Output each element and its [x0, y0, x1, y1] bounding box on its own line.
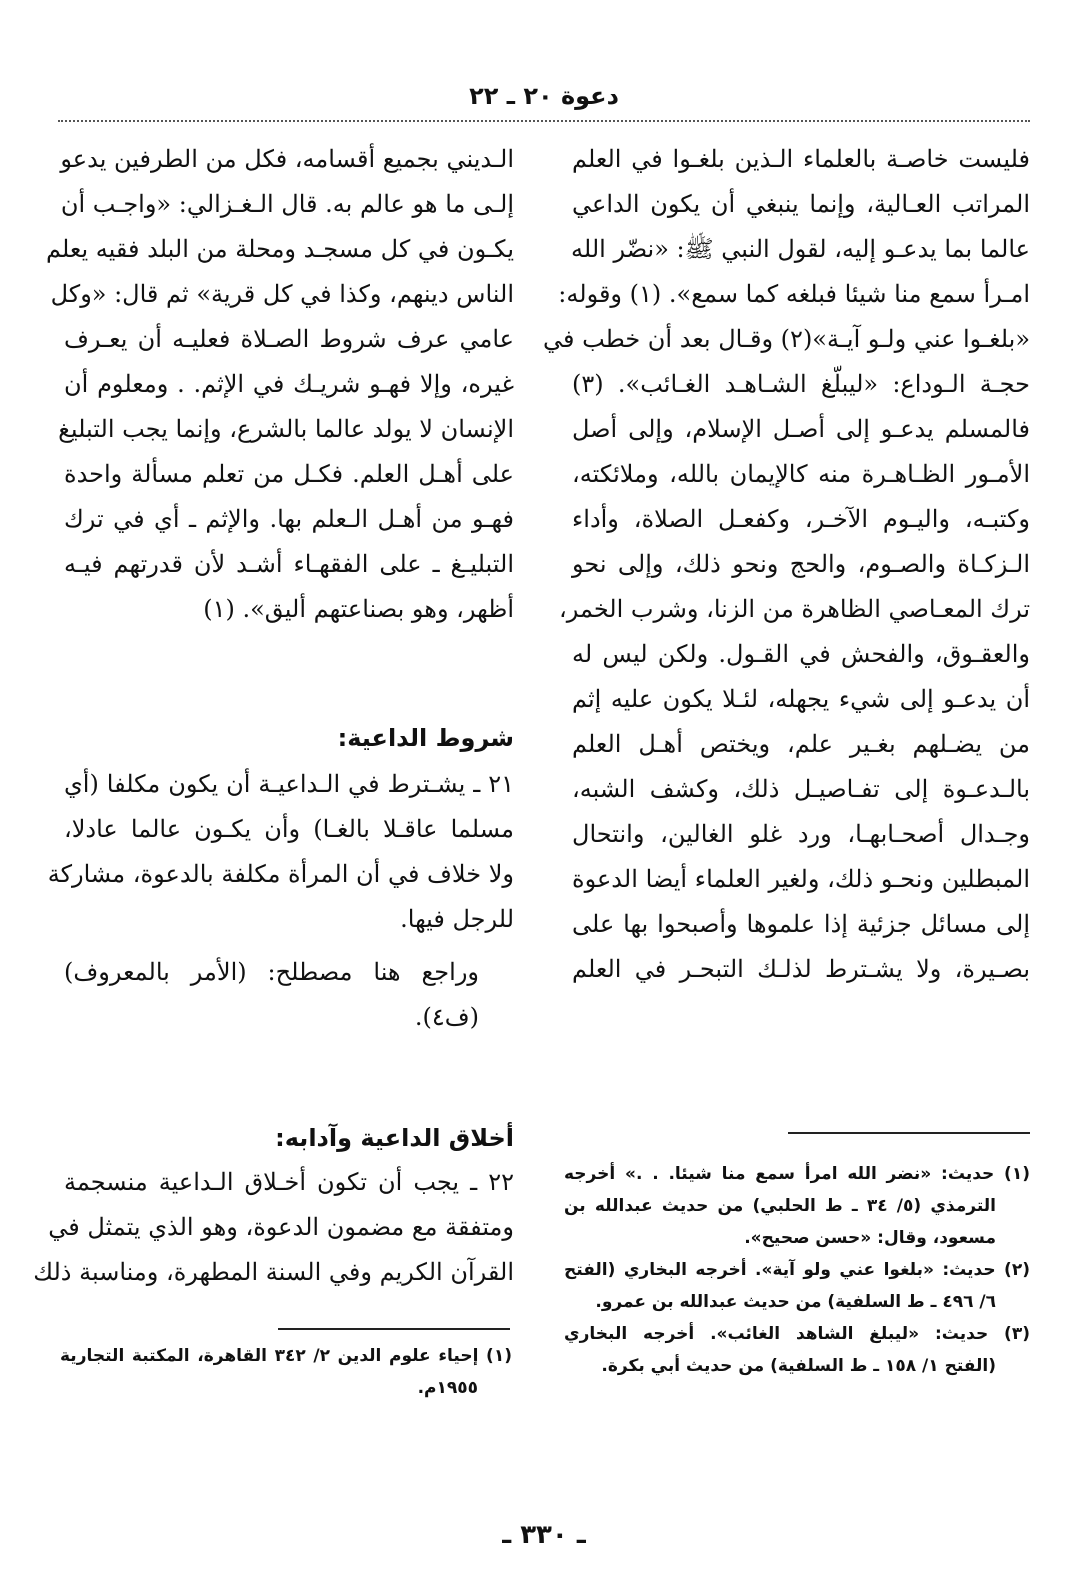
- text-line: ٦/ ٤٩٦ ـ ط السلفية) من حديث عبدالله بن عمرو.: [595, 1292, 996, 1312]
- text-line: مسعود، وقال: «حسن صحيح».: [744, 1228, 996, 1248]
- text-line: التبليـغ ـ على الفقهـاء أشـد لأن قدرتهم فيـه: [64, 550, 514, 578]
- text-line: (ف٤).: [414, 1003, 479, 1031]
- text-line: الـزكـاة والصـوم، والحج ونحو ذلك، وإلى نحو: [572, 550, 1030, 578]
- page-number: ـ ٣٣٠ ـ: [502, 1520, 586, 1550]
- right-footnotes: [564, 1158, 1030, 1382]
- text-line: ١٩٥٥م.: [417, 1378, 478, 1398]
- text-line: على أهـل العلم. فكـل من تعلم مسألة واحدة: [64, 460, 514, 488]
- text-line: (١) إحياء علوم الدين ٢/ ٣٤٢ القاهرة، المكتبة التجارية: [60, 1346, 512, 1366]
- text-line: أظهر، وهو بصناعتهم أليق». (١): [203, 595, 514, 623]
- text-line: فليست خاصـة بالعلماء الـذين بلغـوا في العلم: [572, 145, 1030, 173]
- text-line: (١) حديث: «نضر الله امرأ سمع منا شيئا. . .» أخرجه: [564, 1164, 1030, 1184]
- text-line: المبطلين ونحـو ذلك، ولغير العلماء أيضا الدعوة: [572, 865, 1030, 893]
- text-line: عامي عرف شروط الصـلاة فعليـه أن يعـرف: [64, 325, 514, 353]
- right-footnote-rule: [788, 1132, 1030, 1134]
- text-line: (الفتح ١/ ١٥٨ ـ ط السلفية) من حديث أبي بكرة.: [601, 1356, 996, 1376]
- text-line: ترك المعـاصي الظاهرة من الزنا، وشرب الخمر،: [558, 595, 1030, 623]
- text-line: وراجع هنا مصطلح: (الأمر بالمعروف): [64, 958, 479, 986]
- text-line: «بلغـوا عني ولـو آيـة»(٢) وقـال بعد أن خطب في: [542, 325, 1030, 353]
- running-header: دعوة ٢٠ ـ ٢٢: [469, 82, 619, 110]
- text-line: عالما بما يدعـو إليه، لقول النبي ﷺ: «نضّر الله: [571, 235, 1030, 263]
- left-paragraph-1: [45, 137, 514, 632]
- text-line: الترمذي (٥/ ٣٤ ـ ط الحلبي) من حديث عبدالله بن: [564, 1196, 996, 1216]
- text-line: والعقـوق، والفحش في القـول. ولكن ليس له: [572, 640, 1030, 668]
- left-footnote-rule: [278, 1328, 510, 1330]
- text-line: مسلما عاقـلا بالغـا) وأن يكـون عالما عادلا،: [64, 815, 514, 843]
- text-line: ٢٢ ـ يجب أن تكون أخـلاق الـداعية منسجمة: [64, 1168, 514, 1196]
- text-line: حجـة الـوداع: «ليبلّغ الشـاهـد الغـائب». (٣): [572, 370, 1030, 398]
- header-dotted-rule: [58, 120, 1030, 122]
- text-line: غيره، وإلا فهـو شريـك في الإثم. . ومعلوم أن: [64, 370, 514, 398]
- text-line: بالـدعـوة إلى تفـاصيـل ذلك، وكشف الشبه،: [572, 775, 1030, 803]
- text-line: ولا خلاف في أن المرأة مكلفة بالدعوة، مشاركة: [47, 860, 514, 888]
- text-line: وكتبـه، واليـوم الآخـر، وكفعـل الصلاة، وأداء: [572, 505, 1030, 533]
- text-line: الناس دينهم، وكذا في كل قرية» ثم قال: «وكل: [50, 280, 514, 308]
- left-paragraph-4: [33, 1160, 514, 1295]
- text-line: بصـيرة، ولا يشـترط لذلـك التبحـر في العلم: [572, 955, 1030, 983]
- section-heading-ethics: أخلاق الداعية وآدابه:: [275, 1124, 514, 1152]
- text-line: الـديني بجميع أقسامه، فكل من الطرفين يدعو: [60, 145, 514, 173]
- left-footnotes: [60, 1340, 512, 1404]
- text-line: من يضـلهم بغـير علم، ويختص أهـل العلم: [572, 730, 1030, 758]
- text-line: (٣) حديث: «ليبلغ الشاهد الغائب». أخرجه البخاري: [564, 1324, 1030, 1344]
- text-line: الأمـور الظـاهـرة منه كالإيمان بالله، وملائكته،: [572, 460, 1030, 488]
- text-line: ومتفقة مع مضمون الدعوة، وهو الذي يتمثل في: [48, 1213, 514, 1241]
- text-line: ٢١ ـ يشـترط في الـداعيـة أن يكون مكلفا (أي: [64, 770, 514, 798]
- text-line: فالمسلم يدعـو إلى أصـل الإسلام، وإلى أصل: [572, 415, 1030, 443]
- text-line: المراتب العـالية، وإنما ينبغي أن يكون الداعي: [572, 190, 1030, 218]
- text-line: إلـى ما هو عالم به. قال الـغـزالي: «واجـب أن: [60, 190, 514, 218]
- text-line: إلى مسائل جزئية إذا علموها وأصبحوا بها على: [572, 910, 1030, 938]
- text-line: وجـدال أصحـابهـا، ورد غلو الغالين، وانتحال: [572, 820, 1030, 848]
- text-line: الإنسان لا يولد عالما بالشرع، وإنما يجب التبليغ: [58, 415, 514, 443]
- section-heading-conditions: شروط الداعية:: [337, 724, 514, 752]
- left-paragraph-3: [64, 950, 479, 1040]
- text-line: القرآن الكريم وفي السنة المطهرة، ومناسبة ذلك: [33, 1258, 514, 1286]
- text-line: للرجل فيها.: [400, 905, 514, 933]
- text-line: امـرأ سمع منا شيئا فبلغه كما سمع». (١) وقوله:: [558, 280, 1030, 308]
- text-line: يكـون في كل مسجـد ومحلة من البلد فقيه يعلم: [45, 235, 514, 263]
- text-line: فهـو من أهـل الـعلم بها. والإثم ـ أي في ترك: [64, 505, 514, 533]
- text-line: (٢) حديث: «بلغوا عني ولو آية». أخرجه البخاري (الفتح: [564, 1260, 1030, 1280]
- right-column: [542, 137, 1030, 992]
- left-paragraph-2: [47, 762, 514, 942]
- text-line: أن يدعـو إلى شيء يجهله، لئـلا يكون عليه إثم: [572, 685, 1030, 713]
